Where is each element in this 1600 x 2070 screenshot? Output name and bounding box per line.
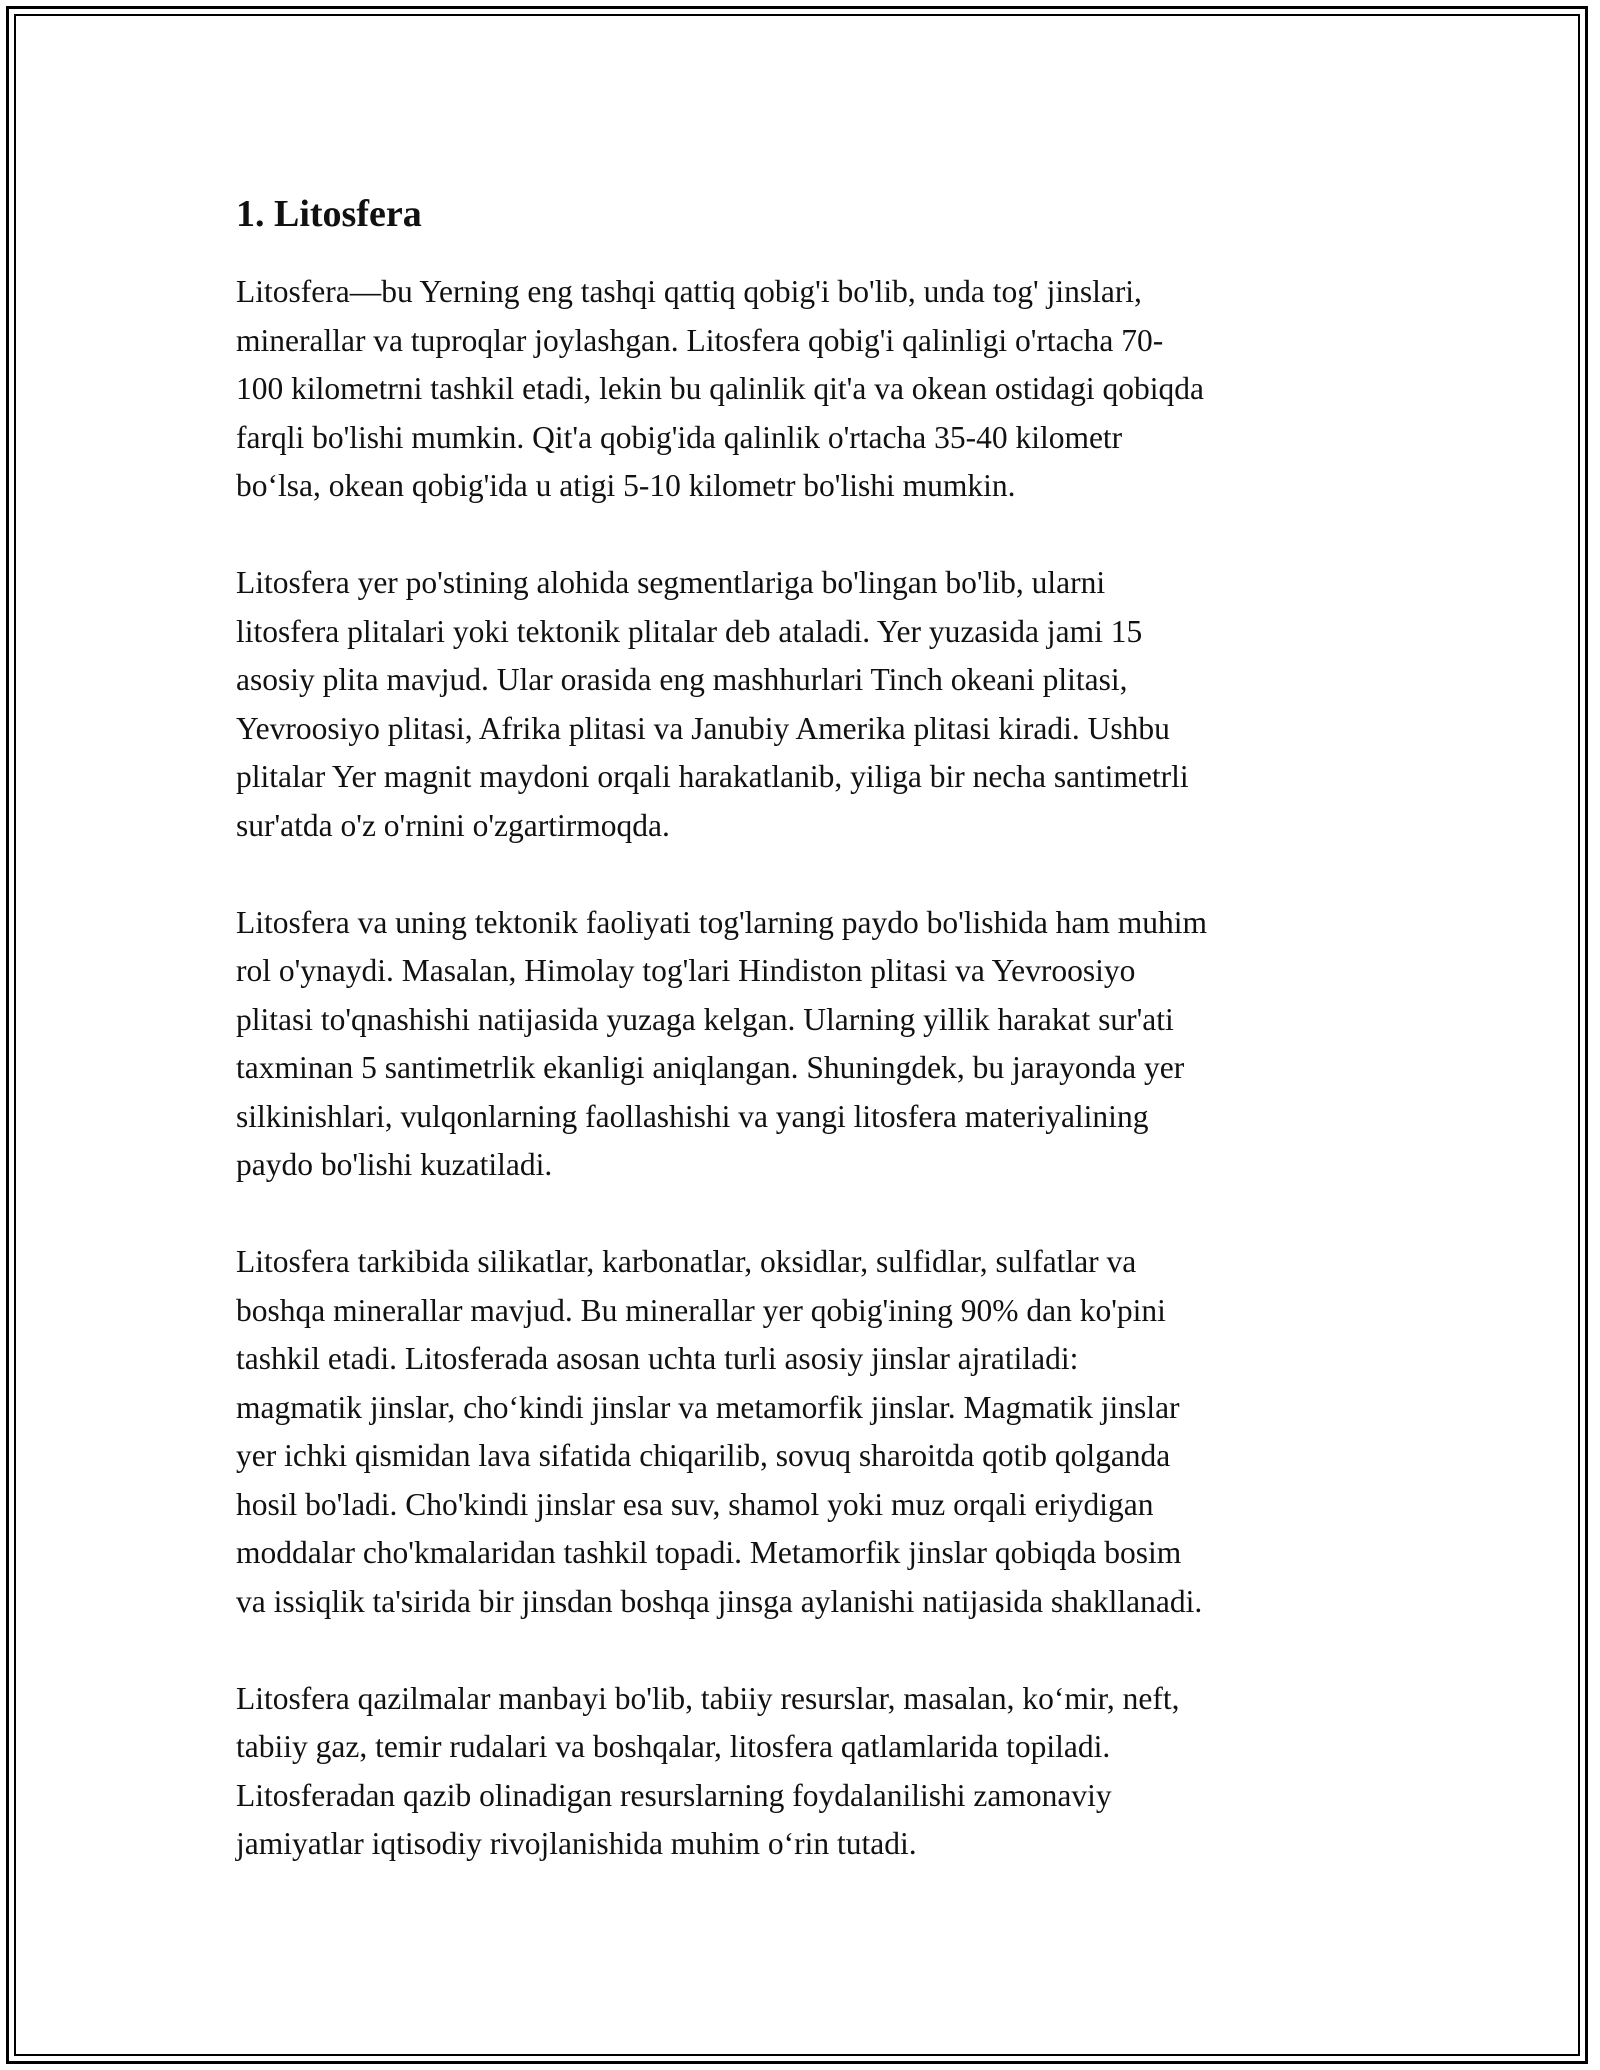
text-line: moddalar cho'kmalaridan tashkil topadi. Metamorfik jinslar qobiqda bosim [236, 1535, 1182, 1570]
text-line: Litosfera—bu Yerning eng tashqi qattiq qobig'i bo'lib, unda tog' jinslari, [236, 274, 1142, 309]
text-line: 100 kilometrni tashkil etadi, lekin bu qalinlik qit'a va okean ostidagi qobiqda [236, 371, 1204, 406]
text-line: Litosferadan qazib olinadigan resurslarning foydalanilishi zamonaviy [236, 1777, 1112, 1813]
text-line: jamiyatlar iqtisodiy rivojlanishida muhim o‘rin tutadi. [236, 1826, 917, 1861]
text-line: bo‘lsa, okean qobig'ida u atigi 5-10 kilometr bo'lishi mumkin. [236, 468, 1016, 503]
text-line: farqli bo'lishi mumkin. Qit'a qobig'ida qalinlik o'rtacha 35-40 kilometr [236, 419, 1123, 455]
document-body [236, 188, 1386, 1917]
text-line: minerallar va tuproqlar joylashgan. Litosfera qobig'i qalinligi o'rtacha 70- [236, 322, 1164, 358]
text-line: yer ichki qismidan lava sifatida chiqarilib, sovuq sharoitda qotib qolganda [236, 1438, 1171, 1473]
text-line: rol o'ynaydi. Masalan, Himolay tog'lari Hindiston plitasi va Yevroosiyo [236, 953, 1136, 988]
text-line: Litosfera va uning tektonik faoliyati tog'larning paydo bo'lishida ham muhim [236, 904, 1208, 940]
text-line: boshqa minerallar mavjud. Bu minerallar yer qobig'ining 90% dan ko'pini [236, 1292, 1166, 1328]
text-line: hosil bo'ladi. Cho'kindi jinslar esa suv, shamol yoki muz orqali eriydigan [236, 1486, 1154, 1522]
paragraph [236, 559, 1386, 850]
paragraph [236, 268, 1386, 511]
text-line: plitasi to'qnashishi natijasida yuzaga kelgan. Ularning yillik harakat sur'ati [236, 1001, 1174, 1037]
page-title: 1. Litosfera [236, 193, 422, 235]
text-line: Litosfera yer po'stining alohida segmentlariga bo'lingan bo'lib, ularni [236, 565, 1106, 600]
text-line: taxminan 5 santimetrlik ekanligi aniqlangan. Shuningdek, bu jarayonda yer [236, 1050, 1185, 1085]
paragraph [236, 1675, 1386, 1869]
text-line: paydo bo'lishi kuzatiladi. [236, 1147, 553, 1182]
text-line: silkinishlari, vulqonlarning faollashishi va yangi litosfera materiyalining [236, 1098, 1149, 1134]
text-line: magmatik jinslar, cho‘kindi jinslar va metamorfik jinslar. Magmatik jinslar [236, 1389, 1180, 1425]
text-line: asosiy plita mavjud. Ular orasida eng mashhurlari Tinch okeani plitasi, [236, 662, 1128, 697]
text-line: va issiqlik ta'sirida bir jinsdan boshqa jinsga aylanishi natijasida shakllanadi. [236, 1583, 1203, 1619]
text-line: Yevroosiyo plitasi, Afrika plitasi va Janubiy Amerika plitasi kiradi. Ushbu [236, 710, 1170, 746]
text-line: Litosfera qazilmalar manbayi bo'lib, tabiiy resurslar, masalan, ko‘mir, neft, [236, 1680, 1180, 1716]
paragraph [236, 899, 1386, 1190]
paragraph [236, 1238, 1386, 1626]
text-line: tashkil etadi. Litosferada asosan uchta turli asosiy jinslar ajratiladi: [236, 1341, 1079, 1376]
text-line: litosfera plitalari yoki tektonik plitalar deb ataladi. Yer yuzasida jami 15 [236, 613, 1143, 649]
text-line: sur'atda o'z o'rnini o'zgartirmoqda. [236, 807, 670, 843]
text-line: plitalar Yer magnit maydoni orqali harakatlanib, yiliga bir necha santimetrli [236, 759, 1189, 794]
text-line: Litosfera tarkibida silikatlar, karbonatlar, oksidlar, sulfidlar, sulfatlar va [236, 1244, 1137, 1279]
text-line: tabiiy gaz, temir rudalari va boshqalar, litosfera qatlamlarida topiladi. [236, 1729, 1111, 1764]
